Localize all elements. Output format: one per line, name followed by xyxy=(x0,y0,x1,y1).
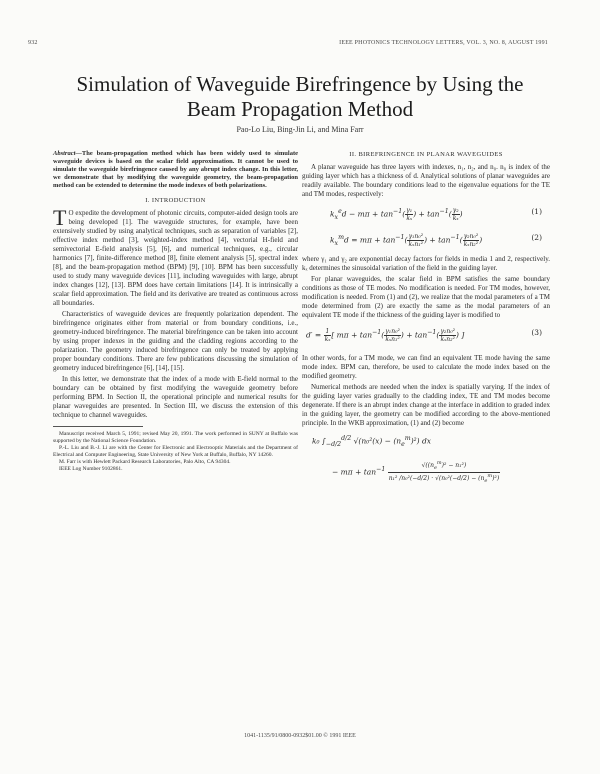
authors: Pao-Lo Liu, Bing-Jin Li, and Mina Farr xyxy=(236,125,364,134)
right-column xyxy=(302,150,550,494)
section2-paragraph-1: A planar waveguide has three layers with indexes, n₁, n₂, and n₀. n₀ is index of the guiding layer which has a thickness of d. Analytical solutions of planar waveguides are readily available. The boundary conditions lead to the eigenvalue equations for the TE and TM modes, respectively: xyxy=(302,163,550,198)
section-2-heading: II. BIREFRINGENCE IN PLANAR WAVEGUIDES xyxy=(349,151,503,158)
footnote-manuscript: Manuscript received March 5, 1991; revised May 20, 1991. The work performed in SUNY at Buffalo was supported by the National Science Foundation. xyxy=(53,431,298,444)
section2-paragraph-5: Numerical methods are needed when the index is spatially varying. If the index of the guiding layer varies gradually to the cladding index, TE and TM modes become degenerate. If there is an abrupt index change at the interface in addition to graded index in the guiding layer, the geometry can be modified according to the above-mentioned principle. In the WKB approximation, (1) and (2) become xyxy=(302,383,551,427)
equation-2: $k_x^md = m\pi + \tan^{-1}$( $\frac{\text{γ₁n₀²}}{\text{kₓn₁²}}$ ) + $\tan^{-1}$( $\frac{\text{γ₂n₀²}}{\text{kₓn₂²}}$ ) (2) xyxy=(330,233,542,248)
section2-paragraph-4: In other words, for a TM mode, we can find an equivalent TE mode having the same mode index. BPM can, therefore, be used to calculate the mode index based on the modified geometry. xyxy=(302,354,550,380)
abstract-label: Abstract— xyxy=(53,150,82,157)
section-1-heading: I. INTRODUCTION xyxy=(145,197,206,204)
section2-paragraph-2: where γ₁ and γ₂ are exponential decay factors for fields in media 1 and 2, respectively. kₓ determines the sinusoidal variation of the field in the guiding layer. xyxy=(302,255,550,272)
equation-3-number: (3) xyxy=(531,328,542,337)
equation-1: $k_x^ed - m\pi + \tan^{-1}$( $\frac{\text{γ₁}}{\text{kₓ}}$ ) + $\tan^{-1}$( $\frac{\text{γ₂}}{\text{kₓ}}$ ) (1) xyxy=(330,207,542,222)
equation-3: d′ = $\frac{1}{\text{kₓ}}$ [ $m\pi + \tan^{-1}$( $\frac{\text{γ₁n₀²}}{\text{kₓn₁²}}$ ) + $\tan^{-1}$( $\frac{\text{γ₂n₀²}}{\text{kₓn₂²}}$ ) ] (3) xyxy=(306,328,542,343)
footnote-log-number: IEEE Log Number 9102861. xyxy=(59,466,123,472)
footnote-affiliation-1: P.-L. Liu and B.-J. Li are with the Center for Electronic and Electrooptic Materials and the Department of Electrical and Computer Engineering, State University of New York at Buffalo, Buffalo, NY 14260. xyxy=(53,445,298,458)
intro-paragraph-2: Characteristics of waveguide devices are frequently polarization dependent. The birefringence originates either from material or from boundary conditions, i.e., geometry-induced birefringence. The material birefringence can be taken into account by using proper indexes in the guiding and the cladding regions according to the polarization. The geometry induced birefringence can only be treated by applying proper boundary conditions. There are few publications discussing the simulation of geometry induced birefringence [6], [14], [15]. xyxy=(53,310,298,372)
drop-cap: T xyxy=(53,205,67,230)
footnote-affiliation-2: M. Farr is with Hewlett Packard Research Laboratories, Palo Alto, CA 94304. xyxy=(59,459,231,465)
abstract xyxy=(53,150,298,190)
section2-paragraph-3: For planar waveguides, the scalar field in BPM satisfies the same boundary conditions as those of TE modes. No modification is needed. For TM modes, however, modification is needed. From (1) and (2), we realize that the modal parameters of a TM mode determined from (2) are exactly the same as the modal parameters of an equivalent TE mode if the thickness of the guiding layer is modified to xyxy=(302,275,550,319)
equation-2-number: (2) xyxy=(531,233,542,242)
intro-p1-text: O expedite the development of photonic circuits, computer-aided design tools are being developed [1]. The waveguide structures, for example, have been extensively studied by using analytical techniques, such as separation of variables [2], effective index method [3], weighted-index method [4], vectorial H-field and semivectorial E-field analysis [5], [6], and numerical techniques, e.g., circular harmonics [7], finite-difference method [8], finite element analysis [5], spectral index [8], and the beam-propagation method (BPM) [9], [10]. BPM has been successfully used to study many waveguide devices [11], including waveguides with large, abrupt index changes [12], [13]. BPM does have certain limitations [14]. It is intrinsically a scalar field approximation. The field and its derivative are treated as continuous across all boundaries. xyxy=(53,209,298,307)
footnote-rule xyxy=(53,426,143,427)
page-number: 932 xyxy=(28,40,38,46)
page-footer: 1041-1135/91/0800-0932$01.00 © 1991 IEEE xyxy=(244,733,356,739)
journal-header: IEEE PHOTONICS TECHNOLOGY LETTERS, VOL. 3, NO. 8, AUGUST 1991 xyxy=(339,40,548,46)
equation-4: k₀ $\int_{-d/2}^{d/2}$ $√(n_0^2(x) - (n_e^m)^2)$ dx − $m\pi + \tan^{-1}$ $\frac{√((n_e^m)^2 - n_1^2)}{n_1^2 /n_0^2(-d/2) \cdot √(n_0^2(-d/2) - (n_e^m)^2)}$ xyxy=(312,435,500,485)
intro-paragraph-3: In this letter, we demonstrate that the index of a mode with E-field normal to the boundary can be obtained by first modifying the waveguide geometry before performing BPM. In Section II, the operational principle and numerical results for planar waveguides are presented. In Section III, we discuss the extension of this technique to channel waveguides. xyxy=(53,375,298,419)
left-column xyxy=(53,150,298,473)
abstract-text: The beam-propagation method which has been widely used to simulate waveguide devices is based on the scalar field approximation. It cannot be used to simulate the waveguide birefringence caused by any abrupt index change. In this letter, we demonstrate that by modifying the waveguide geometry, the beam-propagation method can be extended to determine the mode indexes of both polarizations. xyxy=(53,150,298,189)
intro-paragraph-1 xyxy=(53,205,298,308)
equation-1-number: (1) xyxy=(531,207,542,216)
paper-title: Simulation of Waveguide Birefringence by Using the Beam Propagation Method xyxy=(76,72,524,121)
